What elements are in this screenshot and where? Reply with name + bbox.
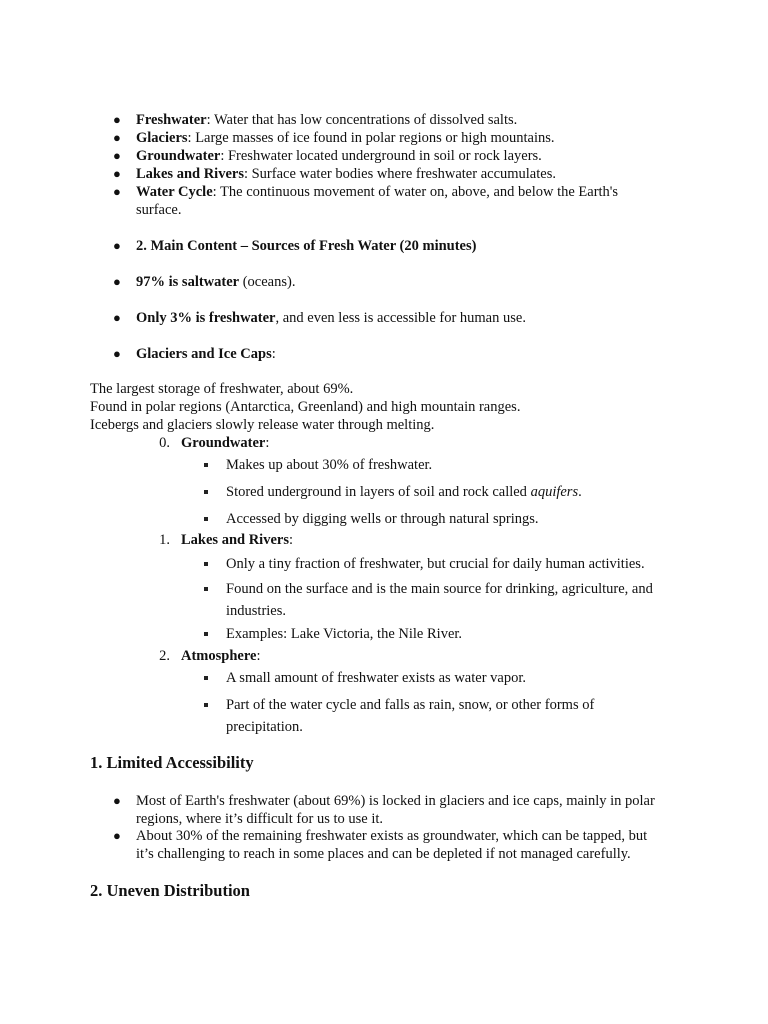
- bullet-icon: ●: [113, 793, 121, 808]
- square-bullet-icon: [204, 490, 208, 494]
- definition-term: Glaciers: [136, 130, 188, 146]
- source-item: Makes up about 30% of freshwater.: [226, 457, 433, 473]
- main-content-heading: 2. Main Content – Sources of Fresh Water (20 minutes): [136, 238, 477, 254]
- bullet-icon: ●: [113, 346, 121, 361]
- source-title: Groundwater:: [181, 435, 270, 451]
- section-bullet-continued: regions, where it’s difficult for us to use it.: [136, 811, 383, 827]
- paragraph-line: Found in polar regions (Antarctica, Greenland) and high mountain ranges.: [90, 399, 521, 415]
- list-number: 2.: [159, 648, 170, 664]
- section-bullet-continued: it’s challenging to reach in some places and can be depleted if not managed carefully.: [136, 846, 631, 862]
- bullet-icon: ●: [113, 166, 121, 181]
- definition-text: : The continuous movement of water on, above, and below the Earth's: [212, 184, 619, 200]
- source-item-continued: industries.: [226, 603, 287, 619]
- fact-item: 97% is saltwater (oceans).: [136, 274, 296, 290]
- source-title: Lakes and Rivers:: [181, 532, 293, 548]
- paragraph-line: The largest storage of freshwater, about 69%.: [90, 381, 354, 397]
- definition-item: [136, 165, 556, 183]
- paragraph-line: Icebergs and glaciers slowly release water through melting.: [90, 417, 435, 433]
- bullet-icon: ●: [113, 184, 121, 199]
- source-item-continued: precipitation.: [226, 719, 303, 735]
- section-bullet: Most of Earth's freshwater (about 69%) is locked in glaciers and ice caps, mainly in polar: [136, 793, 655, 809]
- bullet-icon: ●: [113, 274, 121, 289]
- definition-text: : Freshwater located underground in soil or rock layers.: [220, 148, 542, 164]
- definition-text-continued: surface.: [136, 202, 182, 218]
- bullet-icon: ●: [113, 238, 121, 253]
- bullet-icon: ●: [113, 310, 121, 325]
- source-item: Examples: Lake Victoria, the Nile River.: [226, 626, 463, 642]
- square-bullet-icon: [204, 632, 208, 636]
- definition-text: : Large masses of ice found in polar regions or high mountains.: [187, 130, 555, 146]
- square-bullet-icon: [204, 587, 208, 591]
- source-item: Found on the surface and is the main source for drinking, agriculture, and: [226, 581, 653, 597]
- fact-item: Glaciers and Ice Caps:: [136, 346, 276, 362]
- definition-term: Lakes and Rivers: [136, 166, 244, 182]
- bullet-icon: ●: [113, 828, 121, 843]
- section-heading: 1. Limited Accessibility: [90, 753, 254, 772]
- definition-term: Freshwater: [136, 112, 207, 128]
- fact-item: Only 3% is freshwater, and even less is accessible for human use.: [136, 310, 526, 326]
- square-bullet-icon: [204, 703, 208, 707]
- definition-text: : Water that has low concentrations of dissolved salts.: [206, 112, 518, 128]
- square-bullet-icon: [204, 517, 208, 521]
- square-bullet-icon: [204, 463, 208, 467]
- section-heading: 2. Uneven Distribution: [90, 881, 250, 900]
- source-item: A small amount of freshwater exists as water vapor.: [226, 670, 526, 686]
- section-bullet: About 30% of the remaining freshwater exists as groundwater, which can be tapped, but: [136, 828, 648, 844]
- definition-term: Water Cycle: [136, 184, 213, 200]
- source-item: Accessed by digging wells or through natural springs.: [226, 511, 539, 527]
- square-bullet-icon: [204, 562, 208, 566]
- square-bullet-icon: [204, 676, 208, 680]
- bullet-icon: ●: [113, 130, 121, 145]
- source-item: Stored underground in layers of soil and rock called aquifers.: [226, 484, 582, 500]
- definition-term: Groundwater: [136, 148, 221, 164]
- bullet-icon: ●: [113, 148, 121, 163]
- definition-item: [136, 183, 618, 201]
- definition-item: [136, 129, 555, 147]
- source-title: Atmosphere:: [181, 648, 261, 664]
- definition-item: [136, 147, 542, 165]
- bullet-icon: ●: [113, 112, 121, 127]
- definition-item: [136, 111, 517, 129]
- list-number: 1.: [159, 532, 170, 548]
- source-item: Part of the water cycle and falls as rain, snow, or other forms of: [226, 697, 595, 713]
- list-number: 0.: [159, 435, 170, 451]
- definition-text: : Surface water bodies where freshwater accumulates.: [243, 166, 556, 182]
- source-item: Only a tiny fraction of freshwater, but crucial for daily human activities.: [226, 556, 645, 572]
